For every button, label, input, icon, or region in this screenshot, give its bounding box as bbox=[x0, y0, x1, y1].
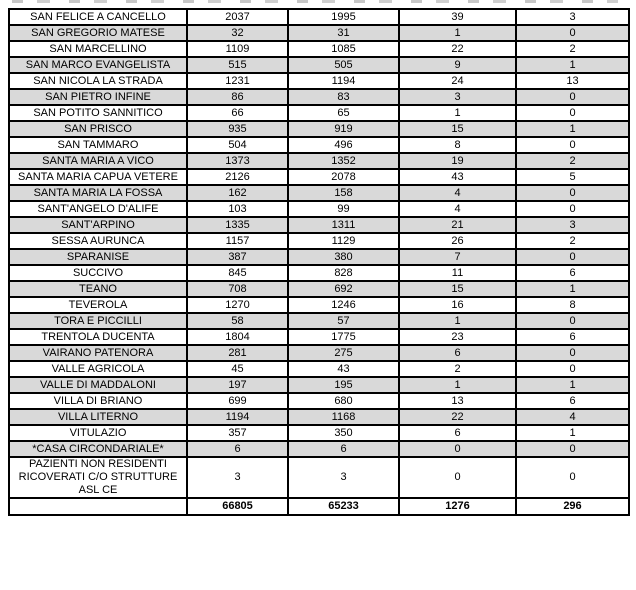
value-cell: 828 bbox=[288, 265, 399, 281]
value-cell: 7 bbox=[399, 249, 516, 265]
municipality-cell: SAN GREGORIO MATESE bbox=[9, 25, 187, 41]
value-cell: 83 bbox=[288, 89, 399, 105]
value-cell: 22 bbox=[399, 409, 516, 425]
value-cell: 1804 bbox=[187, 329, 288, 345]
value-cell: 357 bbox=[187, 425, 288, 441]
municipality-cell: SAN NICOLA LA STRADA bbox=[9, 73, 187, 89]
value-cell: 1 bbox=[399, 25, 516, 41]
table-row bbox=[9, 345, 629, 361]
value-cell: 4 bbox=[399, 185, 516, 201]
value-cell: 23 bbox=[399, 329, 516, 345]
table-row bbox=[9, 297, 629, 313]
value-cell: 15 bbox=[399, 281, 516, 297]
value-cell: 6 bbox=[399, 345, 516, 361]
value-cell: 3 bbox=[187, 457, 288, 498]
municipality-cell: SANTA MARIA A VICO bbox=[9, 153, 187, 169]
value-cell: 103 bbox=[187, 201, 288, 217]
municipality-cell: SANTA MARIA LA FOSSA bbox=[9, 185, 187, 201]
value-cell: 21 bbox=[399, 217, 516, 233]
table-row bbox=[9, 441, 629, 457]
value-cell: 0 bbox=[516, 313, 629, 329]
value-cell: 1231 bbox=[187, 73, 288, 89]
value-cell: 515 bbox=[187, 57, 288, 73]
value-cell: 1 bbox=[516, 425, 629, 441]
value-cell: 86 bbox=[187, 89, 288, 105]
value-cell: 275 bbox=[288, 345, 399, 361]
table-row bbox=[9, 105, 629, 121]
municipality-cell: SAN PRISCO bbox=[9, 121, 187, 137]
value-cell: 43 bbox=[288, 361, 399, 377]
municipality-cell: SESSA AURUNCA bbox=[9, 233, 187, 249]
municipality-cell: SAN MARCELLINO bbox=[9, 41, 187, 57]
value-cell: 13 bbox=[516, 73, 629, 89]
table-row bbox=[9, 425, 629, 441]
table-row bbox=[9, 361, 629, 377]
municipality-cell: TRENTOLA DUCENTA bbox=[9, 329, 187, 345]
value-cell: 380 bbox=[288, 249, 399, 265]
value-cell: 3 bbox=[399, 89, 516, 105]
table-row bbox=[9, 409, 629, 425]
value-cell: 31 bbox=[288, 25, 399, 41]
table-row bbox=[9, 329, 629, 345]
table-row bbox=[9, 89, 629, 105]
value-cell: 0 bbox=[516, 89, 629, 105]
municipality-cell: SANTA MARIA CAPUA VETERE bbox=[9, 169, 187, 185]
value-cell: 0 bbox=[516, 185, 629, 201]
table-row bbox=[9, 169, 629, 185]
value-cell: 1168 bbox=[288, 409, 399, 425]
table-row bbox=[9, 201, 629, 217]
table-row bbox=[9, 185, 629, 201]
value-cell: 45 bbox=[187, 361, 288, 377]
value-cell: 1270 bbox=[187, 297, 288, 313]
value-cell: 3 bbox=[516, 9, 629, 25]
value-cell: 0 bbox=[399, 441, 516, 457]
value-cell: 6 bbox=[288, 441, 399, 457]
municipality-cell: SANT'ANGELO D'ALIFE bbox=[9, 201, 187, 217]
value-cell: 1352 bbox=[288, 153, 399, 169]
value-cell: 0 bbox=[516, 249, 629, 265]
value-cell: 1276 bbox=[399, 498, 516, 515]
municipality-cell: TEANO bbox=[9, 281, 187, 297]
table-row bbox=[9, 137, 629, 153]
value-cell: 919 bbox=[288, 121, 399, 137]
municipality-cell: VILLA LITERNO bbox=[9, 409, 187, 425]
value-cell: 504 bbox=[187, 137, 288, 153]
value-cell: 0 bbox=[516, 361, 629, 377]
value-cell: 16 bbox=[399, 297, 516, 313]
value-cell: 1 bbox=[399, 105, 516, 121]
municipality-cell: SPARANISE bbox=[9, 249, 187, 265]
municipality-cell: SAN PIETRO INFINE bbox=[9, 89, 187, 105]
table-row bbox=[9, 265, 629, 281]
value-cell: 4 bbox=[516, 409, 629, 425]
value-cell: 197 bbox=[187, 377, 288, 393]
municipality-cell: SUCCIVO bbox=[9, 265, 187, 281]
municipality-cell: TEVEROLA bbox=[9, 297, 187, 313]
table-row bbox=[9, 121, 629, 137]
value-cell: 2 bbox=[516, 41, 629, 57]
value-cell: 22 bbox=[399, 41, 516, 57]
municipality-cell: SANT'ARPINO bbox=[9, 217, 187, 233]
value-cell: 24 bbox=[399, 73, 516, 89]
municipality-cell: SAN FELICE A CANCELLO bbox=[9, 9, 187, 25]
value-cell: 43 bbox=[399, 169, 516, 185]
value-cell: 2078 bbox=[288, 169, 399, 185]
value-cell: 505 bbox=[288, 57, 399, 73]
value-cell: 39 bbox=[399, 9, 516, 25]
table-row bbox=[9, 217, 629, 233]
value-cell: 0 bbox=[516, 345, 629, 361]
value-cell: 1 bbox=[516, 121, 629, 137]
table-row bbox=[9, 41, 629, 57]
value-cell: 1 bbox=[516, 57, 629, 73]
municipality-cell: SAN POTITO SANNITICO bbox=[9, 105, 187, 121]
table-row bbox=[9, 9, 629, 25]
municipality-cell bbox=[9, 498, 187, 515]
value-cell: 0 bbox=[516, 201, 629, 217]
value-cell: 6 bbox=[516, 265, 629, 281]
value-cell: 1373 bbox=[187, 153, 288, 169]
table-row bbox=[9, 377, 629, 393]
value-cell: 0 bbox=[516, 441, 629, 457]
municipality-cell: VAIRANO PATENORA bbox=[9, 345, 187, 361]
value-cell: 32 bbox=[187, 25, 288, 41]
value-cell: 162 bbox=[187, 185, 288, 201]
value-cell: 387 bbox=[187, 249, 288, 265]
value-cell: 1 bbox=[399, 377, 516, 393]
value-cell: 845 bbox=[187, 265, 288, 281]
table-row bbox=[9, 313, 629, 329]
table-row bbox=[9, 153, 629, 169]
value-cell: 3 bbox=[516, 217, 629, 233]
table-row bbox=[9, 57, 629, 73]
table-row bbox=[9, 457, 629, 498]
value-cell: 2126 bbox=[187, 169, 288, 185]
value-cell: 1 bbox=[516, 281, 629, 297]
municipality-cell: VITULAZIO bbox=[9, 425, 187, 441]
municipality-cell: *CASA CIRCONDARIALE* bbox=[9, 441, 187, 457]
table-row bbox=[9, 281, 629, 297]
value-cell: 8 bbox=[399, 137, 516, 153]
value-cell: 1311 bbox=[288, 217, 399, 233]
value-cell: 1 bbox=[399, 313, 516, 329]
value-cell: 0 bbox=[399, 457, 516, 498]
value-cell: 699 bbox=[187, 393, 288, 409]
value-cell: 15 bbox=[399, 121, 516, 137]
value-cell: 2 bbox=[399, 361, 516, 377]
cropped-row-remnant bbox=[12, 0, 618, 3]
value-cell: 2 bbox=[516, 233, 629, 249]
value-cell: 13 bbox=[399, 393, 516, 409]
table-row bbox=[9, 249, 629, 265]
municipality-cell: TORA E PICCILLI bbox=[9, 313, 187, 329]
value-cell: 281 bbox=[187, 345, 288, 361]
value-cell: 935 bbox=[187, 121, 288, 137]
value-cell: 296 bbox=[516, 498, 629, 515]
value-cell: 680 bbox=[288, 393, 399, 409]
value-cell: 19 bbox=[399, 153, 516, 169]
value-cell: 0 bbox=[516, 137, 629, 153]
value-cell: 3 bbox=[288, 457, 399, 498]
value-cell: 5 bbox=[516, 169, 629, 185]
total-row bbox=[9, 498, 629, 515]
value-cell: 6 bbox=[516, 329, 629, 345]
value-cell: 6 bbox=[399, 425, 516, 441]
table-body bbox=[9, 9, 629, 515]
value-cell: 66805 bbox=[187, 498, 288, 515]
municipality-table bbox=[8, 8, 630, 516]
municipality-cell: VALLE AGRICOLA bbox=[9, 361, 187, 377]
value-cell: 0 bbox=[516, 25, 629, 41]
municipality-cell: VALLE DI MADDALONI bbox=[9, 377, 187, 393]
value-cell: 6 bbox=[516, 393, 629, 409]
value-cell: 65 bbox=[288, 105, 399, 121]
municipality-cell: PAZIENTI NON RESIDENTI RICOVERATI C/O STRUTTURE ASL CE bbox=[9, 457, 187, 498]
municipality-cell: SAN MARCO EVANGELISTA bbox=[9, 57, 187, 73]
municipality-cell: VILLA DI BRIANO bbox=[9, 393, 187, 409]
table-row bbox=[9, 393, 629, 409]
value-cell: 1 bbox=[516, 377, 629, 393]
value-cell: 1129 bbox=[288, 233, 399, 249]
value-cell: 1775 bbox=[288, 329, 399, 345]
value-cell: 2037 bbox=[187, 9, 288, 25]
value-cell: 1995 bbox=[288, 9, 399, 25]
value-cell: 99 bbox=[288, 201, 399, 217]
value-cell: 65233 bbox=[288, 498, 399, 515]
table-row bbox=[9, 73, 629, 89]
value-cell: 1109 bbox=[187, 41, 288, 57]
value-cell: 0 bbox=[516, 457, 629, 498]
value-cell: 496 bbox=[288, 137, 399, 153]
value-cell: 1194 bbox=[288, 73, 399, 89]
value-cell: 6 bbox=[187, 441, 288, 457]
value-cell: 350 bbox=[288, 425, 399, 441]
value-cell: 1085 bbox=[288, 41, 399, 57]
value-cell: 1157 bbox=[187, 233, 288, 249]
municipality-cell: SAN TAMMARO bbox=[9, 137, 187, 153]
value-cell: 1194 bbox=[187, 409, 288, 425]
value-cell: 11 bbox=[399, 265, 516, 281]
value-cell: 2 bbox=[516, 153, 629, 169]
value-cell: 66 bbox=[187, 105, 288, 121]
value-cell: 692 bbox=[288, 281, 399, 297]
table-row bbox=[9, 233, 629, 249]
value-cell: 0 bbox=[516, 105, 629, 121]
value-cell: 9 bbox=[399, 57, 516, 73]
value-cell: 1246 bbox=[288, 297, 399, 313]
value-cell: 26 bbox=[399, 233, 516, 249]
value-cell: 708 bbox=[187, 281, 288, 297]
table-row bbox=[9, 25, 629, 41]
value-cell: 1335 bbox=[187, 217, 288, 233]
value-cell: 57 bbox=[288, 313, 399, 329]
value-cell: 195 bbox=[288, 377, 399, 393]
value-cell: 4 bbox=[399, 201, 516, 217]
value-cell: 8 bbox=[516, 297, 629, 313]
value-cell: 58 bbox=[187, 313, 288, 329]
value-cell: 158 bbox=[288, 185, 399, 201]
